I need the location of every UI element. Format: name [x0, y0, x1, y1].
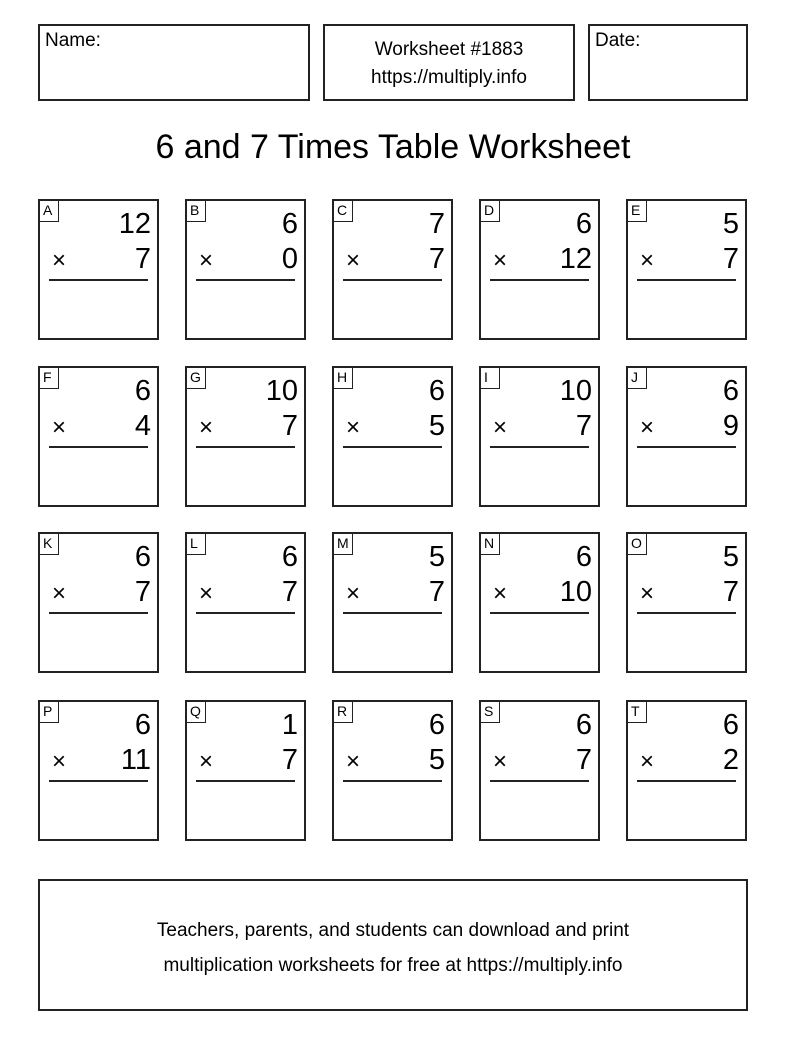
problem-card	[185, 532, 306, 673]
multiplicand: 5	[428, 541, 445, 573]
multiply-sign: ×	[52, 580, 67, 607]
multiplier: 2	[722, 744, 739, 776]
multiplier: 7	[134, 576, 151, 608]
multiply-sign: ×	[493, 580, 508, 607]
answer-line	[490, 780, 589, 782]
answer-area[interactable]	[628, 450, 745, 505]
problem-letter: G	[186, 367, 206, 389]
multiplicand: 6	[575, 208, 592, 240]
problem-letter: P	[39, 701, 59, 723]
problem-letter: M	[333, 533, 353, 555]
answer-area[interactable]	[40, 616, 157, 671]
multiplier: 7	[575, 410, 592, 442]
answer-line	[637, 780, 736, 782]
multiplier: 7	[281, 576, 298, 608]
problem-letter: Q	[186, 701, 206, 723]
multiply-sign: ×	[199, 247, 214, 274]
problem-card	[626, 532, 747, 673]
answer-area[interactable]	[481, 283, 598, 338]
problem-letter: F	[39, 367, 59, 389]
problem-card	[38, 366, 159, 507]
problem-card	[479, 532, 600, 673]
multiply-sign: ×	[52, 748, 67, 775]
answer-area[interactable]	[334, 616, 451, 671]
problem-letter: D	[480, 200, 500, 222]
multiply-sign: ×	[52, 414, 67, 441]
worksheet-id-box	[323, 24, 575, 101]
multiply-sign: ×	[346, 748, 361, 775]
multiplicand: 6	[428, 709, 445, 741]
problem-card	[38, 700, 159, 841]
answer-line	[637, 279, 736, 281]
answer-line	[196, 279, 295, 281]
answer-line	[196, 612, 295, 614]
multiply-sign: ×	[346, 247, 361, 274]
problem-card	[332, 199, 453, 340]
answer-line	[343, 279, 442, 281]
multiply-sign: ×	[346, 580, 361, 607]
problem-letter: E	[627, 200, 647, 222]
multiplier: 7	[722, 243, 739, 275]
worksheet-title: 6 and 7 Times Table Worksheet	[155, 128, 631, 166]
problem-letter: K	[39, 533, 59, 555]
multiply-sign: ×	[199, 414, 214, 441]
footer-line-2: multiplication worksheets for free at https://multiply.info	[163, 955, 623, 976]
multiply-sign: ×	[640, 247, 655, 274]
answer-area[interactable]	[628, 784, 745, 839]
multiplicand: 6	[575, 541, 592, 573]
multiplier: 7	[428, 243, 445, 275]
answer-area[interactable]	[334, 450, 451, 505]
answer-line	[196, 780, 295, 782]
problem-letter: R	[333, 701, 353, 723]
problem-card	[185, 366, 306, 507]
problem-letter: S	[480, 701, 500, 723]
answer-area[interactable]	[481, 784, 598, 839]
answer-area[interactable]	[481, 450, 598, 505]
problem-card	[479, 700, 600, 841]
answer-line	[49, 780, 148, 782]
answer-line	[49, 279, 148, 281]
multiplier: 11	[120, 744, 151, 776]
multiplier: 7	[134, 243, 151, 275]
multiply-sign: ×	[640, 414, 655, 441]
problem-card	[185, 199, 306, 340]
answer-line	[49, 612, 148, 614]
multiplier: 7	[428, 576, 445, 608]
answer-area[interactable]	[187, 616, 304, 671]
multiplicand: 6	[281, 541, 298, 573]
problem-letter: I	[480, 367, 500, 389]
problem-card	[479, 366, 600, 507]
answer-line	[490, 446, 589, 448]
problem-letter: A	[39, 200, 59, 222]
multiplier: 0	[281, 243, 298, 275]
multiplicand: 5	[722, 208, 739, 240]
problem-card	[626, 700, 747, 841]
footer-line-1: Teachers, parents, and students can download and print	[156, 920, 630, 941]
problem-letter: B	[186, 200, 206, 222]
multiplier: 4	[134, 410, 151, 442]
answer-line	[49, 446, 148, 448]
problem-card	[38, 199, 159, 340]
multiplier: 7	[722, 576, 739, 608]
multiply-sign: ×	[493, 414, 508, 441]
multiply-sign: ×	[640, 748, 655, 775]
multiply-sign: ×	[493, 247, 508, 274]
multiplicand: 10	[559, 375, 592, 407]
answer-line	[490, 612, 589, 614]
answer-line	[637, 612, 736, 614]
multiplicand: 10	[265, 375, 298, 407]
answer-area[interactable]	[628, 283, 745, 338]
problem-letter: H	[333, 367, 353, 389]
answer-line	[343, 780, 442, 782]
answer-area[interactable]	[40, 784, 157, 839]
problem-card	[332, 700, 453, 841]
multiplicand: 6	[134, 709, 151, 741]
multiplicand: 6	[575, 709, 592, 741]
name-label: Name:	[45, 30, 101, 51]
problem-card	[332, 532, 453, 673]
problem-card	[38, 532, 159, 673]
worksheet-number: Worksheet #1883	[374, 39, 524, 60]
multiply-sign: ×	[199, 748, 214, 775]
multiplicand: 6	[281, 208, 298, 240]
multiplicand: 1	[281, 709, 298, 741]
answer-area[interactable]	[628, 616, 745, 671]
problem-card	[479, 199, 600, 340]
multiplier: 5	[428, 410, 445, 442]
footer-note	[38, 879, 748, 1011]
problem-card	[332, 366, 453, 507]
answer-line	[490, 279, 589, 281]
multiplier: 12	[559, 243, 592, 275]
worksheet-site-url: https://multiply.info	[371, 67, 527, 88]
problem-letter: T	[627, 701, 647, 723]
problem-card	[626, 199, 747, 340]
multiplier: 7	[281, 410, 298, 442]
multiplicand: 12	[118, 208, 151, 240]
problem-letter: O	[627, 533, 647, 555]
problem-letter: C	[333, 200, 353, 222]
answer-area[interactable]	[334, 283, 451, 338]
answer-area[interactable]	[481, 616, 598, 671]
multiplier: 7	[575, 744, 592, 776]
multiply-sign: ×	[640, 580, 655, 607]
multiplicand: 6	[428, 375, 445, 407]
answer-line	[343, 612, 442, 614]
multiplicand: 6	[722, 709, 739, 741]
multiplicand: 6	[134, 375, 151, 407]
answer-line	[196, 446, 295, 448]
answer-area[interactable]	[187, 283, 304, 338]
multiply-sign: ×	[52, 247, 67, 274]
answer-area[interactable]	[187, 784, 304, 839]
answer-line	[343, 446, 442, 448]
name-field-box[interactable]	[38, 24, 310, 101]
answer-area[interactable]	[334, 784, 451, 839]
multiplier: 9	[722, 410, 739, 442]
multiply-sign: ×	[346, 414, 361, 441]
problem-card	[185, 700, 306, 841]
answer-area[interactable]	[187, 450, 304, 505]
answer-area[interactable]	[40, 283, 157, 338]
problem-letter: N	[480, 533, 500, 555]
answer-area[interactable]	[40, 450, 157, 505]
problem-card	[626, 366, 747, 507]
date-field-box[interactable]	[588, 24, 748, 101]
multiplicand: 7	[428, 208, 445, 240]
multiply-sign: ×	[493, 748, 508, 775]
problem-letter: J	[627, 367, 647, 389]
multiplicand: 5	[722, 541, 739, 573]
multiplicand: 6	[722, 375, 739, 407]
multiplier: 7	[281, 744, 298, 776]
date-label: Date:	[595, 30, 641, 51]
multiplicand: 6	[134, 541, 151, 573]
multiplier: 10	[559, 576, 592, 608]
multiply-sign: ×	[199, 580, 214, 607]
problem-letter: L	[186, 533, 206, 555]
answer-line	[637, 446, 736, 448]
multiplier: 5	[428, 744, 445, 776]
